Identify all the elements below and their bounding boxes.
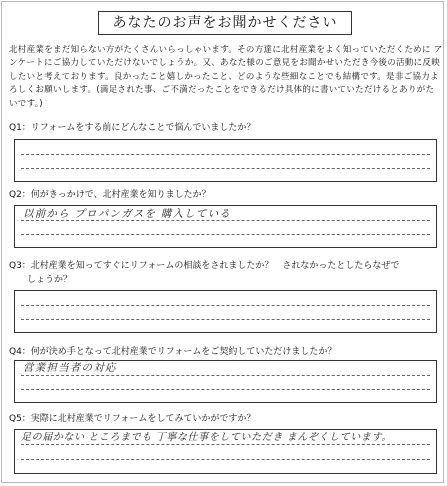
question-5-label: Q5：実際に北村産業でリフォームをしてみていかがですか？ xyxy=(9,414,256,424)
answer-box-4[interactable] xyxy=(14,360,437,403)
question-4-label: Q4：何が決め手となって北村産業でリフォームをご契約していただけましたか？ xyxy=(9,347,337,357)
page-title: あなたのお声をお聞かせください xyxy=(98,11,352,35)
answer-4-text: 営業担当者の対応 xyxy=(23,362,117,374)
question-2-label: Q2：何がきっかけで、北村産業を知りましたか？ xyxy=(9,190,211,200)
answer-box-1[interactable] xyxy=(14,139,437,182)
questionnaire-sheet xyxy=(1,1,444,483)
question-1-label: Q1：リフォームをする前にどんなことで悩んでいましたか？ xyxy=(9,123,256,133)
guide-line xyxy=(21,375,430,376)
answer-5-text: 足の届かない ところまでも 丁寧な仕事をしていただき まんぞくしています。 xyxy=(21,432,392,443)
intro-text: 北村産業をまだ知らない方がたくさんいらっしゃいます。その方達に北村産業をよく知っていただくために アンケートにご協力していただけないでしょうか。又、あなた様のご意見をお聞かせいただき今後の活動に反映したいと考えております。良かったこと嬉しかったこと、どのような些細なことでも結構です。是非ご協力よろしくお願いします。(満足された事、ご不満だったことをできるだけ具体的に書いていただけるとありがたいです。) xyxy=(9,45,443,109)
guide-line xyxy=(21,459,430,460)
question-3-label: Q3：北村産業を知ってすぐにリフォームの相談をされましたか？ されなかったとしたらなぜで しょうか？ xyxy=(9,261,400,285)
guide-line xyxy=(21,305,430,306)
answer-box-5[interactable] xyxy=(14,429,437,474)
answer-box-3[interactable] xyxy=(14,290,437,333)
guide-line xyxy=(21,154,430,155)
guide-line xyxy=(21,234,430,235)
guide-line xyxy=(21,319,430,320)
guide-line xyxy=(21,389,430,390)
answer-2-text: 以前から プロパンガスを 購入している xyxy=(23,208,231,220)
answer-box-2[interactable] xyxy=(14,205,437,248)
guide-line xyxy=(21,168,430,169)
